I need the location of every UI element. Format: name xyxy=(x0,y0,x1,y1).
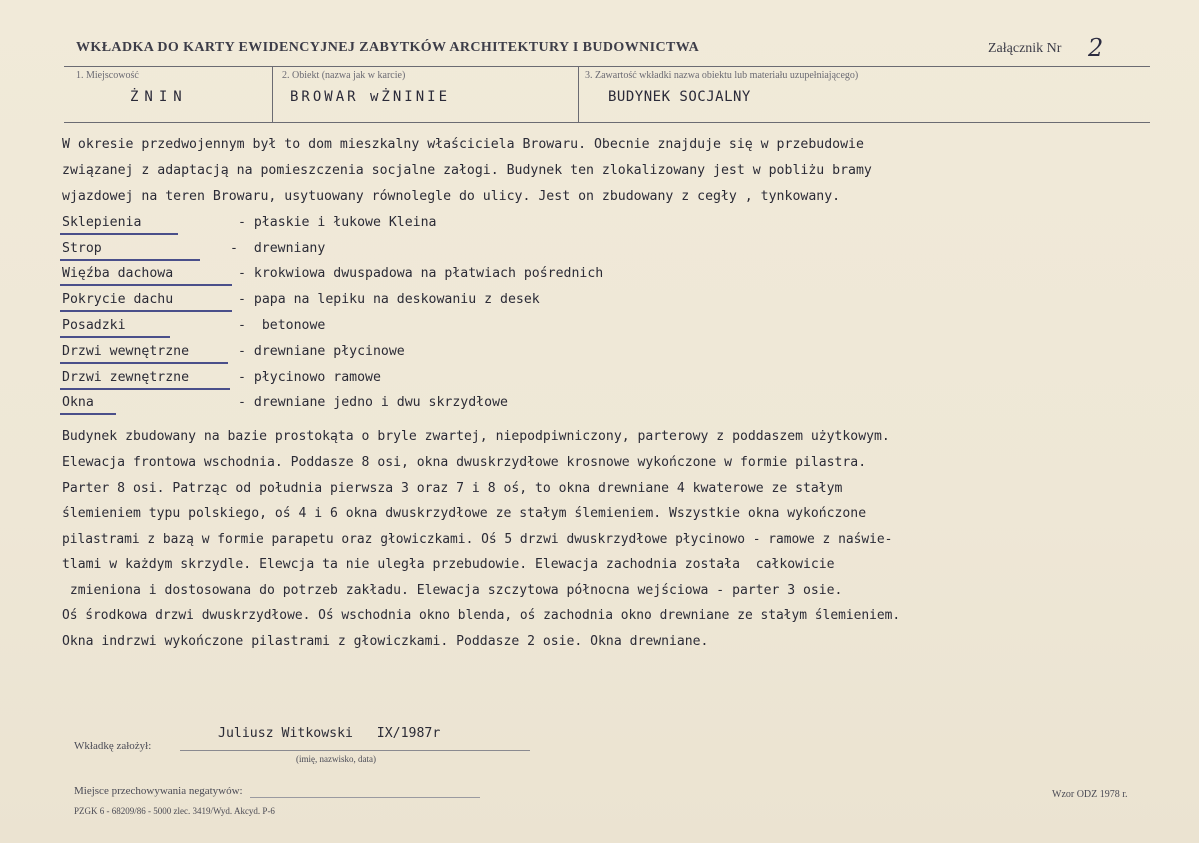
spec-underline xyxy=(60,362,228,364)
description-line: ślemieniem typu polskiego, oś 4 i 6 okna dwuskrzydłowe ze stałym ślemieniem. Wszystkie okna wykończone xyxy=(62,506,867,521)
header-rule-bottom xyxy=(64,122,1150,123)
description-line: Budynek zbudowany na bazie prostokąta o bryle zwartej, niepodpiwniczony, parterowy z poddaszem użytkowym. xyxy=(62,429,890,444)
spec-key: Okna xyxy=(62,395,94,410)
spec-value: - betonowe xyxy=(238,318,326,333)
annex-number: 2 xyxy=(1088,34,1104,62)
spec-value: - płycinowo ramowe xyxy=(238,370,381,385)
author-line xyxy=(180,750,530,751)
intro-line: związanej z adaptacją na pomieszczenia socjalne załogi. Budynek ten zlokalizowany jest w pobliżu bramy xyxy=(62,163,872,178)
description-line: tlami w każdym skrzydle. Elewcja ta nie uległa przebudowie. Elewacja zachodnia została całkowicie xyxy=(62,557,835,572)
author-caption: (imię, nazwisko, data) xyxy=(296,754,376,764)
spec-key: Drzwi zewnętrzne xyxy=(62,370,190,385)
spec-key: Posadzki xyxy=(62,318,126,333)
description-line: Elewacja frontowa wschodnia. Poddasze 8 osi, okna dwuskrzydłowe krosnowe wykończone w formie pilastra. xyxy=(62,455,867,470)
spec-value: - papa na lepiku na deskowaniu z desek xyxy=(238,292,540,307)
spec-value: - drewniany xyxy=(230,241,326,256)
field-label-locality: 1. Miejscowość xyxy=(76,70,139,81)
print-info: PZGK 6 - 68209/86 - 5000 zlec. 3419/Wyd. Akcyd. P-6 xyxy=(74,806,275,816)
field-value-content: BUDYNEK SOCJALNY xyxy=(608,89,751,105)
intro-line: wjazdowej na teren Browaru, usytuowany równolegle do ulicy. Jest on zbudowany z cegły , tynkowany. xyxy=(62,189,841,204)
field-divider-1 xyxy=(272,67,273,122)
description-line: zmieniona i dostosowana do potrzeb zakładu. Elewacja szczytowa północna wejściowa - parter 3 osie. xyxy=(62,583,843,598)
negatives-label: Miejsce przechowywania negatywów: xyxy=(74,785,243,797)
author-value: Juliusz Witkowski IX/1987r xyxy=(218,726,441,741)
spec-underline xyxy=(60,336,170,338)
description-line: Oś środkowa drzwi dwuskrzydłowe. Oś wschodnia okno blenda, oś zachodnia okno drewniane ze stałym ślemieniem. xyxy=(62,608,901,623)
header-rule-top xyxy=(64,66,1150,67)
spec-key: Strop xyxy=(62,241,102,256)
spec-value: - drewniane płycinowe xyxy=(238,344,405,359)
spec-key: Więźba dachowa xyxy=(62,266,174,281)
author-label: Wkładkę założył: xyxy=(74,740,152,752)
field-value-object: BROWAR wŻNINIE xyxy=(290,89,451,105)
spec-underline xyxy=(60,310,232,312)
spec-underline xyxy=(60,413,116,415)
field-value-locality: ŻNIN xyxy=(130,89,188,105)
spec-value: - krokwiowa dwuspadowa na płatwiach pośrednich xyxy=(238,266,604,281)
description-line: pilastrami z bazą w formie parapetu oraz głowiczkami. Oś 5 drzwi dwuskrzydłowe płycinowo - ramowe z naświe- xyxy=(62,532,893,547)
field-divider-2 xyxy=(578,67,579,122)
spec-value: - drewniane jedno i dwu skrzydłowe xyxy=(238,395,508,410)
annex-label: Załącznik Nr xyxy=(988,41,1062,56)
description-line: Parter 8 osi. Patrząc od południa pierwsza 3 oraz 7 i 8 oś, to okna drewniane 4 kwaterowe ze stałym xyxy=(62,481,843,496)
spec-key: Drzwi wewnętrzne xyxy=(62,344,190,359)
spec-underline xyxy=(60,233,178,235)
form-pattern: Wzor ODZ 1978 r. xyxy=(1052,789,1128,800)
field-label-object: 2. Obiekt (nazwa jak w karcie) xyxy=(282,70,406,81)
spec-underline xyxy=(60,284,232,286)
spec-key: Sklepienia xyxy=(62,215,142,230)
negatives-line xyxy=(250,797,480,798)
description-line: Okna indrzwi wykończone pilastrami z głowiczkami. Poddasze 2 osie. Okna drewniane. xyxy=(62,634,709,649)
field-label-content: 3. Zawartość wkładki nazwa obiektu lub materiału uzupełniającego) xyxy=(585,70,859,81)
spec-key: Pokrycie dachu xyxy=(62,292,174,307)
spec-underline xyxy=(60,388,230,390)
intro-line: W okresie przedwojennym był to dom mieszkalny właściciela Browaru. Obecnie znajduje się w przebudowie xyxy=(62,137,864,152)
spec-value: - płaskie i łukowe Kleina xyxy=(238,215,437,230)
spec-underline xyxy=(60,259,200,261)
form-title: WKŁADKA DO KARTY EWIDENCYJNEJ ZABYTKÓW ARCHITEKTURY I BUDOWNICTWA xyxy=(76,40,700,55)
